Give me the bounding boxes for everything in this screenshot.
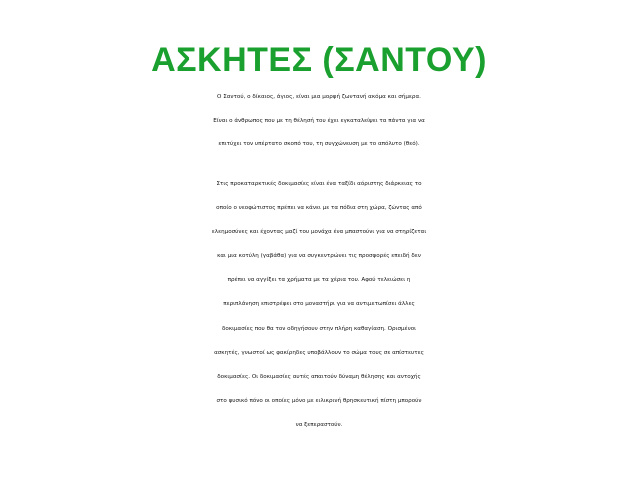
text-line: ασκητές, γνωστοί ως φακίρηδες υποβάλλουν το σώμα τους σε απίστευτες (214, 349, 424, 356)
text-line: Είναι ο άνθρωπος που με τη θέλησή του έχει εγκαταλείψει τα πάντα για να (213, 117, 425, 124)
text-line: Στις προκαταρκτικές δοκιμασίες είναι ένα ταξίδι αόριστης διάρκειας το (216, 181, 422, 187)
text-line: επιτύχει τον υπέρτατο σκοπό του, τη συγχώνευση με το απόλυτο (θεό). (218, 141, 420, 147)
slide-title: ΑΣΚΗΤΕΣ (ΣΑΝΤΟΥ) (151, 41, 487, 79)
text-line: δοκιμασίες. Οι δοκιμασίες αυτές απαιτούν δύναμη θέλησης και αντοχής (217, 373, 421, 380)
text-line: στο φυσικό πόνο οι οποίες μόνο με ειλικρινή θρησκευτική πίστη μπορούν (216, 397, 422, 404)
text-line: και μια κοτύλη (γαβάθα) για να συγκεντρώνει τις προσφορές επειδή δεν (217, 253, 421, 260)
text-line: περιπλάνηση επιστρέφει στο μοναστήρι για να αντιμετωπίσει άλλες (223, 301, 415, 308)
body-paragraph (0, 172, 638, 437)
intro-paragraph (0, 86, 638, 157)
text-line: δοκιμασίες που θα τον οδηγήσουν στην πλήρη καθαγίαση. Ορισμένοι (221, 325, 417, 332)
text-line: οποίο ο νεοφώτιστος πρέπει να κάνει με τα πόδια στη χώρα, ζώντας από (216, 205, 422, 212)
text-line: ελεημοσύνες και έχοντας μαζί του μονάχα ένα μπαστούνι για να στηρίζεται (211, 229, 427, 236)
text-line: να ξεπεραστούν. (295, 421, 343, 428)
text-line: πρέπει να αγγίξει τα χρήματα με τα χέρια του. Αφού τελειώσει η (227, 277, 411, 284)
text-line: Ο Σαντού, ο δίκαιος, άγιος, είναι μια μορφή ζωντανή ακόμα και σήμερα. (217, 94, 421, 100)
